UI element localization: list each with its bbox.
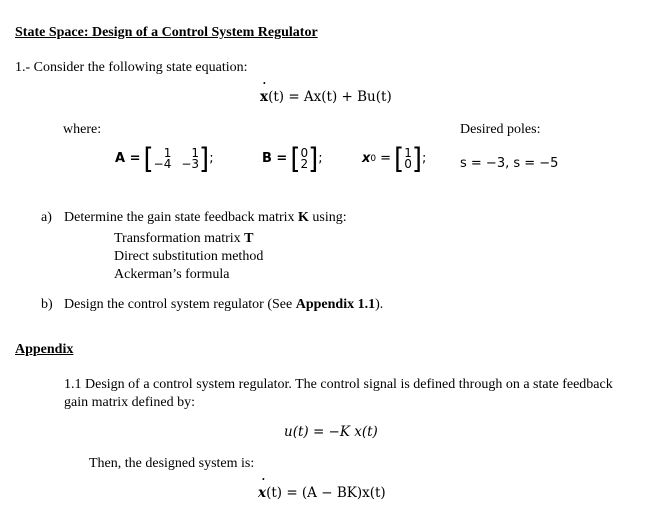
appendix-paragraph-line1: 1.1 Design of a control system regulator. The control signal is defined through on a state feedback: [64, 377, 613, 392]
matrix-cell: 0: [300, 146, 309, 160]
method-item: [114, 231, 253, 247]
then-text: Then, the designed system is:: [89, 456, 255, 471]
method-text: Direct substitution method: [114, 249, 264, 264]
part-b-text-end: ).: [375, 297, 384, 312]
part-a-text-end: using:: [308, 210, 347, 225]
part-a-text-start: Determine the gain state feedback matrix: [64, 210, 299, 225]
method-item: [114, 267, 229, 283]
x0-values: [404, 148, 412, 170]
part-b-text-start: Design the control system regulator (See: [64, 297, 296, 312]
appendix-paragraph-line2: gain matrix defined by:: [64, 395, 196, 410]
part-a-text: [64, 210, 347, 226]
state-equation-rhs: (t) = Ax(t) + Bu(t): [268, 89, 392, 105]
x-dot-symbol: ˙ x: [258, 486, 266, 502]
appendix-title: Appendix: [15, 342, 74, 357]
matrix-a-name: A =: [115, 150, 141, 166]
part-b-text: [64, 297, 383, 313]
where-label: where:: [63, 122, 102, 137]
matrix-cell: 2: [300, 157, 309, 171]
matrix-cell: 1: [163, 146, 172, 160]
matrix-a-values: [154, 148, 199, 170]
matrix-b-separator: ;: [318, 150, 323, 166]
part-a-k-symbol: K: [298, 210, 309, 225]
x-dot-symbol: ˙ x: [260, 90, 268, 106]
matrix-cell: 0: [404, 157, 412, 171]
matrix-b-name: B =: [262, 150, 288, 166]
method-item: [114, 249, 263, 265]
matrix-a: [115, 142, 214, 176]
left-bracket-icon: [: [290, 142, 301, 176]
left-bracket-icon: [: [143, 142, 154, 176]
problem-intro: 1.- Consider the following state equation:: [15, 60, 248, 75]
matrix-a-separator: ;: [209, 150, 214, 166]
closed-loop-rhs: (t) = (A − BK)x(t): [266, 485, 386, 501]
desired-poles-values: s = −3, s = −5: [460, 156, 559, 171]
x0-name: x: [362, 150, 371, 166]
matrix-cell: 1: [404, 146, 412, 160]
method-text: Ackerman’s formula: [114, 267, 230, 282]
initial-state-x0: [362, 142, 427, 176]
x0-separator: ;: [421, 150, 427, 166]
right-bracket-icon: ]: [308, 142, 319, 176]
matrix-b: [262, 142, 323, 176]
x0-equals: =: [380, 150, 392, 166]
matrix-b-values: [300, 148, 308, 170]
part-a-label: a): [41, 210, 52, 225]
left-bracket-icon: [: [394, 142, 405, 176]
appendix-reference: Appendix 1.1: [295, 297, 376, 312]
state-equation: [260, 90, 392, 106]
x0-subscript: 0: [370, 153, 377, 164]
control-law-equation: u(t) = −K x(t): [284, 424, 378, 440]
desired-poles-label: Desired poles:: [460, 122, 541, 137]
matrix-cell: 1: [191, 146, 200, 160]
right-bracket-icon: ]: [199, 142, 210, 176]
method-text: Transformation matrix: [114, 231, 245, 246]
matrix-cell: −3: [181, 157, 200, 171]
closed-loop-equation: [258, 486, 386, 502]
right-bracket-icon: ]: [411, 142, 422, 176]
part-b-label: b): [41, 297, 53, 312]
method-bold: T: [244, 231, 254, 246]
matrix-cell: −4: [153, 157, 172, 171]
page-title: State Space: Design of a Control System Regulator: [15, 25, 318, 40]
